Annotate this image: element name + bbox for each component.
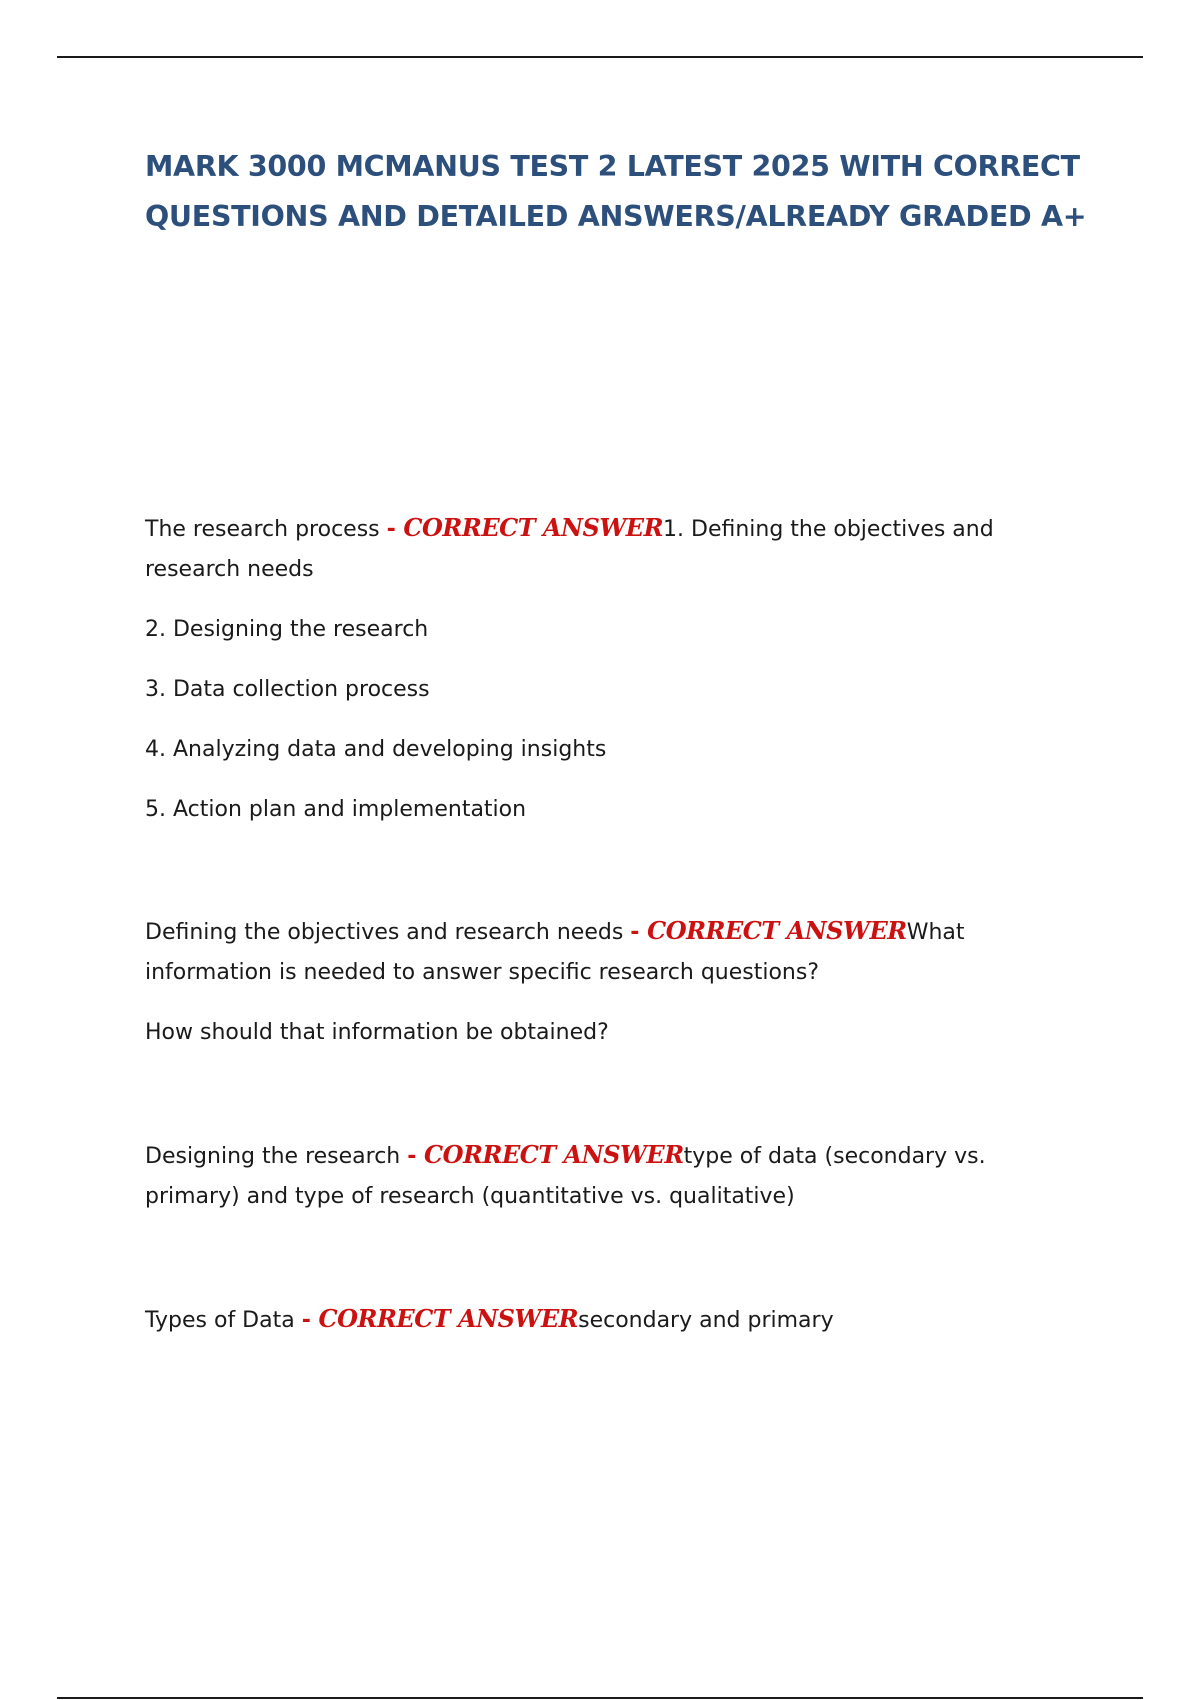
qa-answer: secondary and primary bbox=[578, 1308, 834, 1333]
qa-term: Defining the objectives and research needs bbox=[145, 920, 631, 945]
title-line-1: MARK 3000 MCMANUS TEST 2 LATEST 2025 WITH CORRECT bbox=[145, 150, 1080, 183]
qa-answer: What information is needed to answer specific research questions? bbox=[145, 920, 965, 985]
correct-answer-label: CORRECT ANSWER bbox=[647, 916, 907, 945]
qa-answer-line: 5. Action plan and implementation bbox=[145, 797, 527, 822]
document-title bbox=[145, 142, 1105, 242]
qa-question-line bbox=[145, 508, 1065, 590]
qa-answer-line: 3. Data collection process bbox=[145, 677, 430, 702]
qa-entry bbox=[145, 1135, 1065, 1217]
qa-answer-line: 2. Designing the research bbox=[145, 617, 429, 642]
answer-separator: - bbox=[301, 1308, 319, 1333]
correct-answer-label: CORRECT ANSWER bbox=[318, 1304, 579, 1333]
qa-term: Types of Data bbox=[145, 1308, 302, 1333]
qa-question-line bbox=[145, 1299, 1065, 1341]
qa-term: Designing the research bbox=[145, 1144, 408, 1169]
header-rule bbox=[57, 56, 1143, 58]
qa-question-line bbox=[145, 911, 1065, 993]
title-line-2: QUESTIONS AND DETAILED ANSWERS/ALREADY GRADED A+ bbox=[145, 200, 1087, 233]
correct-answer-label: CORRECT ANSWER bbox=[424, 1140, 684, 1169]
answer-separator: - bbox=[630, 920, 648, 945]
qa-entry bbox=[145, 1299, 1065, 1341]
correct-answer-label: CORRECT ANSWER bbox=[403, 513, 664, 542]
answer-separator: - bbox=[407, 1144, 425, 1169]
qa-answer: 1. Defining the objectives and research needs bbox=[145, 517, 994, 582]
qa-answer: type of data (secondary vs. primary) and type of research (quantitative vs. qualitative) bbox=[145, 1144, 986, 1209]
qa-question-line bbox=[145, 1135, 1065, 1217]
qa-answer-line: How should that information be obtained? bbox=[145, 1020, 609, 1045]
qa-entry bbox=[145, 911, 1065, 1053]
answer-separator: - bbox=[386, 517, 404, 542]
qa-term: The research process bbox=[145, 517, 387, 542]
footer-rule bbox=[57, 1697, 1143, 1699]
qa-answer-line: 4. Analyzing data and developing insights bbox=[145, 737, 607, 762]
qa-entry bbox=[145, 508, 1065, 830]
